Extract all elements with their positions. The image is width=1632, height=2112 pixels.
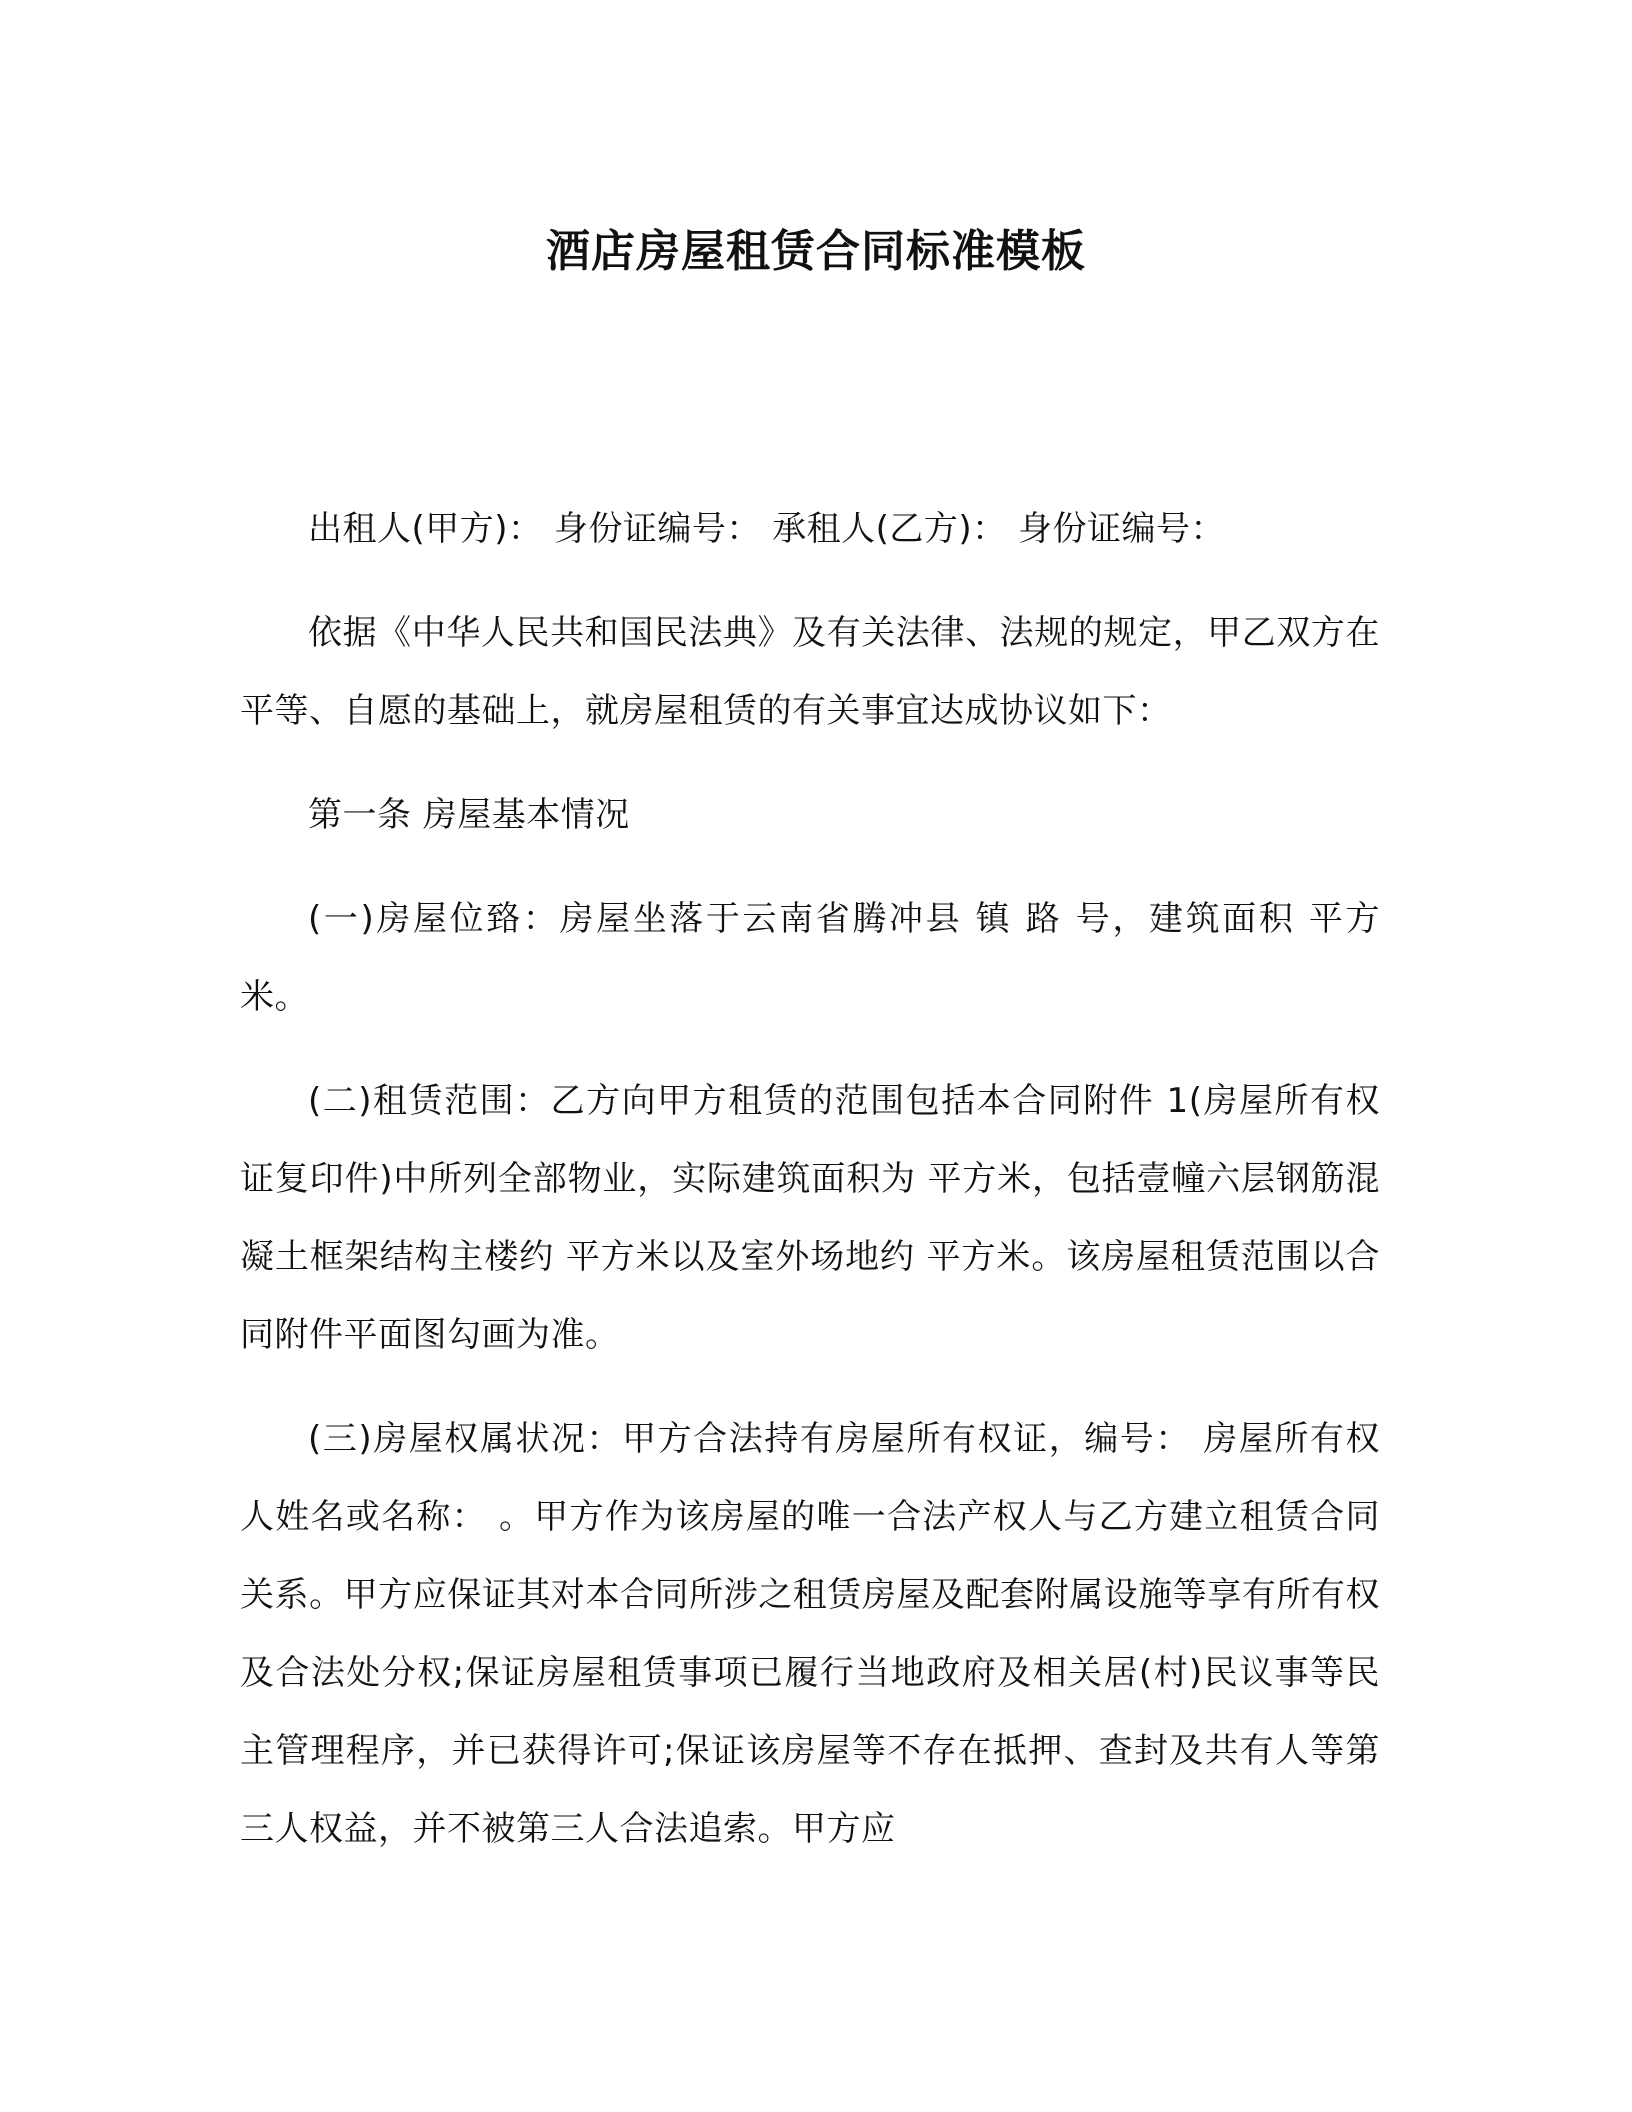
clause-1-location: (一)房屋位臵：房屋坐落于云南省腾冲县 镇 路 号，建筑面积 平方米。 xyxy=(240,899,1380,1017)
article-1-heading: 第一条 房屋基本情况 xyxy=(308,795,630,835)
preamble-paragraph: 依据《中华人民共和国民法典》及有关法律、法规的规定，甲乙双方在平等、自愿的基础上，就房屋租赁的有关事宜达成协议如下： xyxy=(240,613,1380,731)
document-body xyxy=(240,490,1380,1894)
clause-2-scope: (二)租赁范围：乙方向甲方租赁的范围包括本合同附件 1(房屋所有权证复印件)中所列全部物业，实际建筑面积为 平方米，包括壹幢六层钢筋混凝土框架结构主楼约 平方米以及室外场地约 平方米。该房屋租赁范围以合同附件平面图勾画为准。 xyxy=(240,1081,1380,1355)
parties-line: 出租人(甲方)： 身份证编号： 承租人(乙方)： 身份证编号： xyxy=(308,509,1225,549)
clause-3-ownership: (三)房屋权属状况：甲方合法持有房屋所有权证，编号： 房屋所有权人姓名或名称： 。甲方作为该房屋的唯一合法产权人与乙方建立租赁合同关系。甲方应保证其对本合同所涉之租赁房屋及配套附属设施等享有所有权及合法处分权;保证房屋租赁事项已履行当地政府及相关居(村)民议事等民主管理程序，并已获得许可;保证该房屋等不存在抵押、查封及共有人等第三人权益，并不被第三人合法追索。甲方应 xyxy=(240,1419,1380,1849)
document-title: 酒店房屋租赁合同标准模板 xyxy=(546,226,1086,277)
